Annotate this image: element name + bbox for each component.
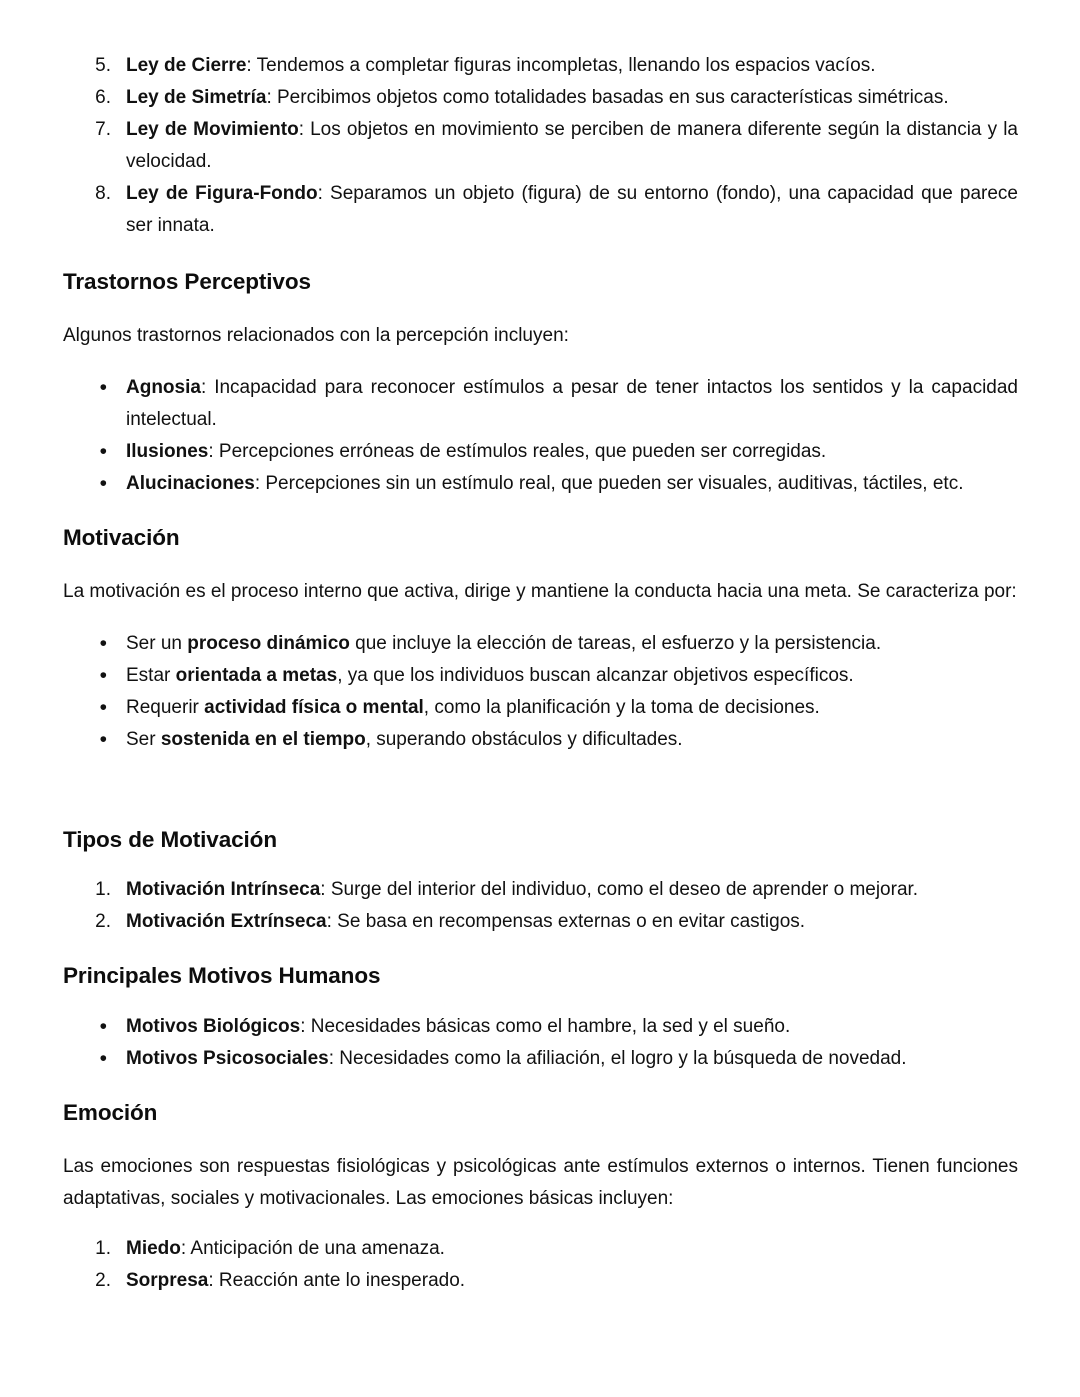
list-item-prefix: Ser un: [126, 633, 188, 655]
list-marker: 7.: [95, 119, 111, 140]
list-item-description: : Tendemos a completar figuras incompletas, llenando los espacios vacíos.: [246, 55, 876, 76]
bullet-icon: •: [99, 472, 107, 496]
tipos-de-motivacion-list: [63, 874, 1018, 938]
list-marker: 1.: [95, 879, 111, 901]
list-item: [63, 628, 1018, 660]
list-item-term: Sorpresa: [126, 1269, 209, 1291]
paragraph-trastornos-intro: Algunos trastornos relacionados con la percepción incluyen:: [63, 325, 569, 347]
heading-principales-motivos-humanos: Principales Motivos Humanos: [63, 963, 381, 989]
heading-trastornos-perceptivos: Trastornos Perceptivos: [63, 269, 311, 294]
list-item-term: Motivación Intrínseca: [126, 879, 321, 901]
list-item-description: , superando obstáculos y dificultades.: [365, 729, 683, 751]
spacer: [63, 500, 1018, 524]
list-marker: 2.: [95, 1269, 111, 1291]
list-item: [63, 178, 1018, 242]
list-marker: 5.: [95, 55, 111, 76]
bullet-icon: •: [99, 728, 107, 752]
heading-tipos-de-motivacion: Tipos de Motivación: [63, 827, 277, 853]
list-item-term: Ley de Cierre: [126, 55, 247, 76]
heading-emocion: Emoción: [63, 1099, 158, 1125]
list-item: [63, 1011, 1018, 1043]
list-item-description: : Anticipación de una amenaza.: [180, 1237, 445, 1259]
spacer: [63, 608, 1018, 628]
list-item-description: : Necesidades básicas como el hambre, la sed y el sueño.: [300, 1015, 791, 1037]
list-item-term: proceso dinámico: [187, 633, 350, 655]
list-item: [63, 1043, 1018, 1075]
spacer: [63, 1215, 1018, 1233]
spacer: [63, 352, 1018, 372]
list-marker: 1.: [95, 1237, 111, 1259]
principales-motivos-list: [63, 1011, 1018, 1075]
list-item-term: Motivos Biológicos: [126, 1015, 301, 1037]
bullet-icon: •: [99, 376, 107, 400]
list-marker: 2.: [95, 911, 111, 933]
bullet-icon: •: [99, 696, 107, 720]
list-item-term: Miedo: [126, 1237, 181, 1259]
list-item-term: orientada a metas: [175, 665, 338, 687]
list-item-term: Ley de Movimiento: [126, 119, 299, 140]
gestalt-laws-list: [63, 50, 1018, 242]
list-item-description: : Separamos un objeto (figura) de su entorno (fondo), una capacidad que parece ser innata.: [126, 183, 1019, 236]
list-item-term: Ley de Simetría: [126, 87, 267, 108]
list-item-prefix: Requerir: [126, 697, 205, 719]
list-item: [63, 692, 1018, 724]
spacer: [63, 938, 1018, 962]
list-item-description: : Percibimos objetos como totalidades basadas en sus características simétricas.: [266, 87, 949, 108]
list-item-description: que incluye la elección de tareas, el esfuerzo y la persistencia.: [349, 633, 882, 655]
list-item-description: : Percepciones sin un estímulo real, que pueden ser visuales, auditivas, táctiles, etc.: [254, 473, 964, 495]
list-item-description: : Los objetos en movimiento se perciben de manera diferente según la distancia y la velocidad.: [126, 119, 1019, 172]
spacer: [63, 854, 1018, 874]
list-item-description: : Se basa en recompensas externas o en evitar castigos.: [326, 911, 806, 933]
list-item: [63, 82, 1018, 114]
list-item-description: , ya que los individuos buscan alcanzar objetivos específicos.: [337, 665, 854, 687]
list-item-term: Agnosia: [126, 377, 201, 399]
list-item-term: sostenida en el tiempo: [160, 729, 366, 751]
list-item-term: actividad física o mental: [204, 697, 424, 719]
list-item-term: Motivos Psicosociales: [126, 1047, 329, 1069]
spacer: [63, 296, 1018, 320]
motivacion-caracteristicas-list: [63, 628, 1018, 756]
emociones-basicas-list: [63, 1233, 1018, 1297]
list-item: [63, 660, 1018, 692]
spacer: [63, 991, 1018, 1011]
list-item: [63, 50, 1018, 82]
list-item-prefix: Ser: [126, 729, 161, 751]
list-item: [63, 906, 1018, 938]
spacer: [63, 242, 1018, 268]
bullet-icon: •: [99, 440, 107, 464]
list-item-description: : Surge del interior del individuo, como el deseo de aprender o mejorar.: [320, 879, 919, 901]
list-item: [63, 874, 1018, 906]
list-marker: 6.: [95, 87, 111, 108]
trastornos-list: [63, 372, 1018, 500]
list-item: [63, 114, 1018, 178]
list-item-term: Ilusiones: [126, 441, 209, 463]
list-item: [63, 372, 1018, 436]
list-item-description: : Incapacidad para reconocer estímulos a pesar de tener intactos los sentidos y la capacidad intelectual.: [126, 377, 1018, 431]
bullet-icon: •: [99, 1046, 107, 1070]
list-item-term: Ley de Figura-Fondo: [126, 183, 318, 204]
spacer: [63, 552, 1018, 576]
list-item: [63, 468, 1018, 500]
list-item-description: : Percepciones erróneas de estímulos reales, que pueden ser corregidas.: [208, 441, 827, 463]
list-item-term: Alucinaciones: [126, 473, 255, 495]
paragraph-emocion-intro: Las emociones son respuestas fisiológicas y psicológicas ante estímulos externos o internos. Tienen funciones adaptativas, sociales y motivacionales. Las emociones básicas incluyen:: [63, 1155, 1018, 1209]
bullet-icon: •: [99, 1014, 107, 1038]
list-item: [63, 1233, 1018, 1265]
list-item-description: , como la planificación y la toma de decisiones.: [423, 697, 820, 719]
bullet-icon: •: [99, 632, 107, 656]
list-marker: 8.: [95, 183, 111, 204]
heading-motivacion: Motivación: [63, 525, 180, 551]
list-item: [63, 1265, 1018, 1297]
paragraph-motivacion-intro: La motivación es el proceso interno que activa, dirige y mantiene la conducta hacia una meta. Se caracteriza por:: [63, 581, 1017, 603]
list-item: [63, 724, 1018, 756]
list-item: [63, 436, 1018, 468]
list-item-prefix: Estar: [126, 665, 176, 687]
list-item-term: Motivación Extrínseca: [126, 911, 327, 933]
bullet-icon: •: [99, 664, 107, 688]
spacer: [63, 1075, 1018, 1099]
spacer-blank-paragraph: [63, 756, 1018, 826]
spacer: [63, 1127, 1018, 1151]
list-item-description: : Reacción ante lo inesperado.: [208, 1269, 466, 1291]
list-item-description: : Necesidades como la afiliación, el logro y la búsqueda de novedad.: [328, 1047, 907, 1069]
